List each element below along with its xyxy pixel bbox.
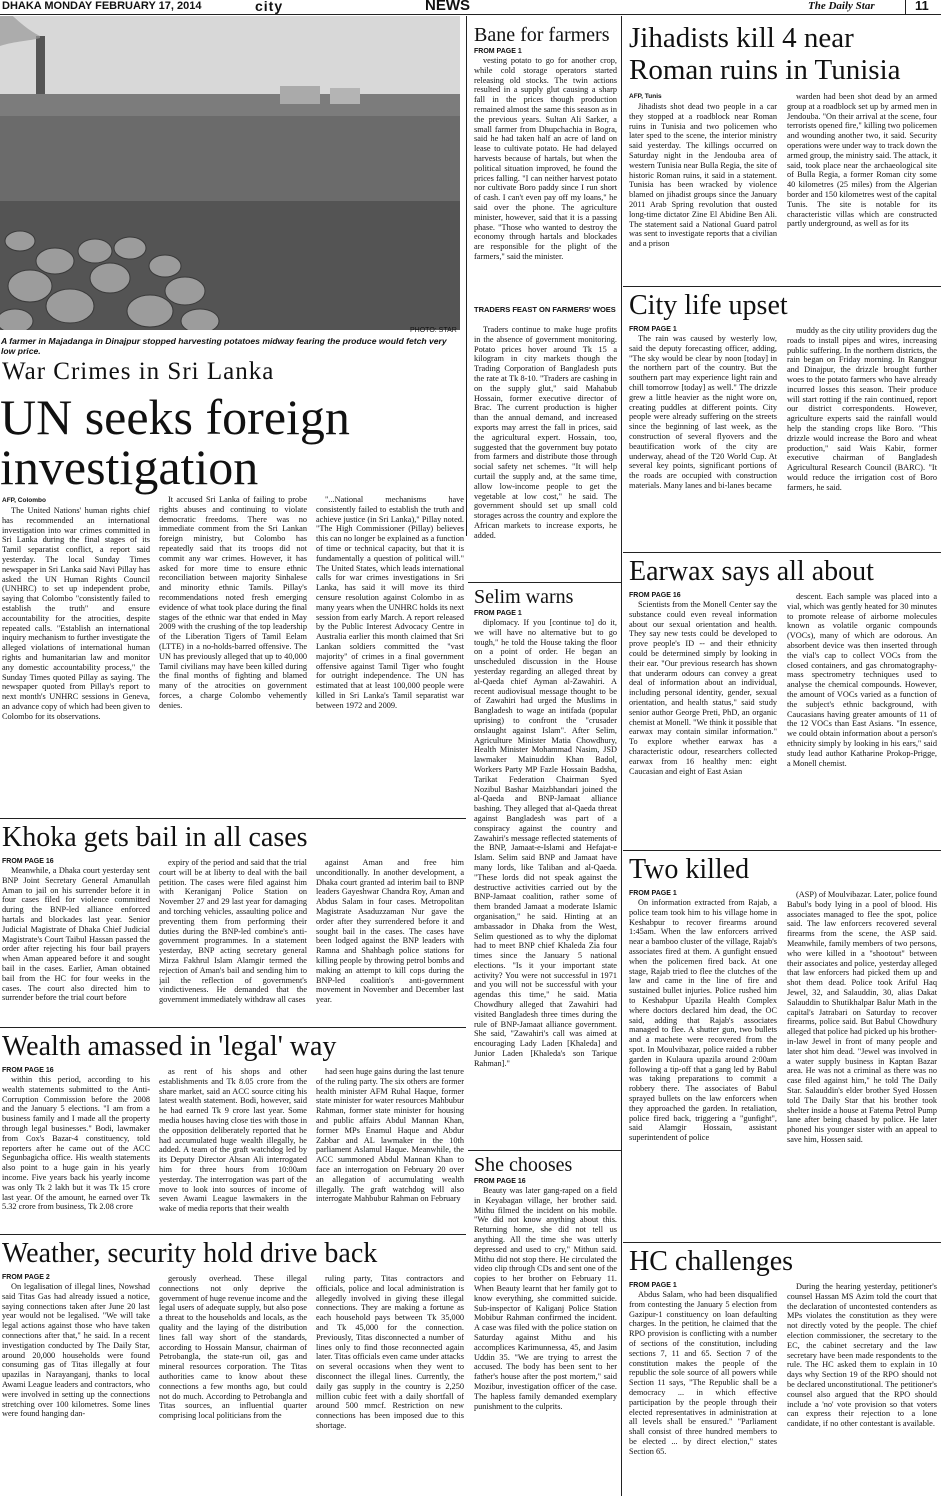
section-name: NEWS <box>425 0 470 14</box>
dateline-header: DHAKA MONDAY FEBRUARY 17, 2014 <box>2 0 202 12</box>
photo-caption: A farmer in Majadanga in Dinajpur stopped harvesting potatoes midway fearing the produce would fetch very low price. <box>1 336 447 356</box>
page-number: 11 <box>915 0 929 13</box>
bane-subhead: TRADERS FEAST ON FARMERS' WOES <box>474 305 616 314</box>
citylife-headline: City life upset <box>629 290 788 321</box>
un-kicker: War Crimes in Sri Lanka <box>2 358 275 385</box>
weather-column-3 <box>316 1274 464 1494</box>
selim-column <box>474 618 617 1148</box>
khoka-text-1: Meanwhile, a Dhaka court yesterday sent BNP Joint Secretary General Amanullah Aman to jail on his surrender before it in four cases filed for violence committed during the BNP-led alliance enforced hartals and blockades last year. Senior Judicial Magistrate of Dhaka Chief Judicial Magistrate's Court Taibul Hassan passed the order after rejecting his four bail prayers when Aman appeared before it and sought bail in the cases. Earlier, Aman obtained bail from the HC for four weeks in the cases. The court also directed him to surrender before the trial court before <box>2 866 150 1003</box>
jihadists-text-2: warden had been shot dead by an armed group at a roadblock set up by armed men in Jendouba. "On their arrival at the scene, four terrorists opened fire," killing two policemen and wounding another two, it said. Security operations were under way to track down the armed group, the ministry said. The attack, it said, took place near the archaeological site of Bulla Regia, a former Roman city some 40 kilometres (25 miles) from the Algerian border and 150 kilometres west of the capital Tunis. The site is notable for its characteristic villas which are constructed partly underground, as well as for its <box>787 92 937 229</box>
jihadists-headline-line2: Roman ruins in Tunisia <box>629 54 901 86</box>
earwax-column-2 <box>787 592 937 844</box>
khoka-column-1 <box>2 866 150 1016</box>
jihadists-text-1: Jihadists shot dead two people in a car they stopped at a roadblock near Roman ruins in Tunisia and two policemen who later sped to the scene, the interior ministry said yesterday. The killings occurred on Saturday night in the Jendouba area of western Tunisia near Bulla Regia, the site of historic Roman ruins, it said in a statement. Tunisia has been wracked by violence blamed on jihadist groups since the January 2011 Arab Spring revolution that ousted long-time dictator Zine El Abidine Ben Ali. The statement said a National Guard patrol was sent to investigate reports that a civilian and a prison <box>629 102 777 249</box>
un-text-1: The United Nations' human rights chief has recommended an international investigation into war crimes committed in Sri Lanka during the final stages of its Tamil separatist conflict, a report said yesterday. The local Sunday Times newspaper in Sri Lanka said Navi Pillay has asked the UN Human Rights Council (UNHRC) to set up independent probe, saying that Colombo "consistently failed to establish the truth" and ensure accountability for the atrocities, despite repeated calls. "Establish an international inquiry mechanism to further investigate the alleged violations of international human rights and humanitarian law and monitor any domestic accountability process," the Sunday Times quoted Pillay as saying. The newspaper quoted from Pillay's report to next month's UNHRC sessions in Geneva, an advance copy of which had been given to Colombo for its observations. <box>2 506 150 721</box>
hc-from: FROM PAGE 1 <box>629 1282 677 1289</box>
hc-text-1: Abdus Salam, who had been disqualified from contesting the January 5 election from Gazipur-1 constituency on loan defaulting charges. In the petition, he claimed that the RPO provision is conflicting with a number of sections of the constitution, including sections 7, 11 and 65. Section 7 of the constitution makes the people of the republic the sole source of all powers while Section 11 says, "The Republic shall be a democracy ... in which effective participation by the people through their elected representatives in administration at all levels shall be ensured." "Parliament shall consist of three hundred members to be elected ... by direct election," states Section 65. <box>629 1290 777 1456</box>
khoka-from: FROM PAGE 16 <box>2 858 54 865</box>
un-column-3 <box>316 495 464 805</box>
earwax-from: FROM PAGE 16 <box>629 592 681 599</box>
selim-text: diplomacy. If you [continue to] do it, we will have no alternative but to go tough," he told the House taking the floor on a point of order. He began an unscheduled discussion in the House yesterday regarding an alleged threat by al-Qaeda chief Ayman al-Zawahiri. A recent audiovisual message thought to be of Zawahiri had urged the Muslims in Bangladesh to wage an intifada (popular uprising) to confront the "crusader onslaught against Islam". After Selim, Agriculture Minister Matia Chowdhury, Health Minister Mohammad Nasim, JSD lawmaker Mainuddin Khan Badol, Workers Party MP Fazle Hossain Badsha, Tarikat Federation Chairman Syed Nozibul Bashar Maizbhandari joined the al-Qaeda and BNP-Jamaat alliance bashing. They alleged that al-Qaeda threat against Bangladesh was part of a conspiracy against the country and Zawahiri's message reflected statements of the BNP, Jamaat-e-Islami and Hefajat-e Islam. Selim said BNP and Jamaat have many lords, like Taliban and al-Qaeda. "These lords did not speak against the destructive activities carried out by the BNP-Jamaat coalition, rather some of them branded Jamaat a moderate Islamic organisation," he said. Hinting at an ambassador in Dhaka from the West, Selim questioned as to why the diplomat had to meet BNP chief Khaleda Zia four times since the January 5 national elections. "Is it your important state activity? You were not successful in 1971 and you will not be successful with your agendas this time," he said. Matia Chowdhury alleged that Zawahiri had visited Bangladesh three times during the rule of BNP-Jamaat alliance government. She said, "Zawahiri's call was aimed at encouraging Lady Laden [Khaleda] and Junior Laden [Khaleda's son Tarique Rahman]." <box>474 618 617 1068</box>
khoka-column-2 <box>159 858 307 1016</box>
twokilled-column-1 <box>629 898 777 1238</box>
wealth-headline: Wealth amassed in 'legal' way <box>2 1031 337 1062</box>
weather-column-1 <box>2 1282 150 1494</box>
wealth-column-2 <box>159 1067 307 1225</box>
earwax-text-1: Scientists from the Monell Center say the substance could even reveal information about our sexual orientation and health. They say new tests could be developed to prove people's ID -- and their ethnicity could be determined simply by looking in their ear. "Our previous research has shown that underarm odours can convey a great deal of information about an individual, including personal identity, gender, sexual orientation, and health status," said study senior author George Preti, PhD, an organic chemist at Monell. "We think it possible that earwax may contain similar information." To explore whether earwax has a characteristic odour, researchers collected earwax from 16 healthy men: eight Caucasian and eight of East Asian <box>629 600 777 776</box>
un-column-1 <box>2 506 150 806</box>
bane-column <box>474 56 617 306</box>
selim-from: FROM PAGE 1 <box>474 610 522 617</box>
she-column <box>474 1186 617 1494</box>
section-logo: city <box>255 0 284 14</box>
un-text-2: It accused Sri Lanka of failing to probe rights abuses and continuing to violate democratic freedoms. There was no immediate comment from the Sri Lankan foreign ministry, but Colombo has repeatedly said that its troops did not commit any war crimes. However, it has asked for more time to ensure ethnic reconciliation between majority Sinhalese and minority ethnic Tamils. Pillay's recommendations noted fresh emerging evidence of what took place during the final stages of the ethnic war that ended in May 2009 with the crushing of the top leadership of the Liberation Tigers of Tamil Eelam (LTTE) in a no-holds-barred offensive. The UN has previously alleged that up to 40,000 Tamil civilians may have been killed during the final months of fighting and blamed many of the atrocities on government forces, a charge Colombo vehemently denies. <box>159 495 307 710</box>
column-rule <box>466 16 467 536</box>
un-dateline: AFP, Colombo <box>2 497 46 504</box>
column-rule <box>621 16 622 1496</box>
potato-field-photo <box>0 16 460 330</box>
page-header <box>0 0 941 15</box>
article-divider <box>468 582 621 583</box>
citylife-column-1 <box>629 334 777 546</box>
article-divider <box>623 1242 941 1243</box>
citylife-text-1: The rain was caused by westerly low, said the deputy forecasting officer, adding, "The sky would be clear by noon [today] in the northern part of the country. But the southern part may experience light rain and chill tomorrow [today] as well." The drizzle grew a little heavier as the night wore on, creating puddles at different points. City people were already suffering on the streets since the beginning of last week, as the construction of several flyovers and the beautification work of the city are underway, ahead of the T20 World Cup. At several key points, significant portions of the roads are occupied with construction materials. Many lanes and bi-lanes became <box>629 334 777 490</box>
weather-text-1: On legalisation of illegal lines, Nowshad said Titas Gas had already issued a notice, saying connections taken after June 20 last year would not be legalised. "We will take legal actions against those who have taken connections after that," he said. In a recent investigation conducted by The Daily Star, around 20,000 households were found consuming gas of Titas illegally at four upazilas in Narayanganj, thanks to local Awami League leaders and contractors, who were involved in setting up the connections stretching over 100 kilometres. Some lines were found hanging dan- <box>2 1282 150 1419</box>
wealth-column-1 <box>2 1075 150 1225</box>
weather-text-3: ruling party, Titas contractors and officials, police and local administration is allegedly involved in giving these illegal connections. They are making a fortune as each household pays between Tk 35,000 and Tk 45,000 for the connection. Previously, Titas disconnected a number of lines only to find those reconnected again later. Titas officials even came under attacks on several occasions when they went to disconnect the illegal lines. Currently, the daily gas supply in the country is 2,250 million cubic feet with a daily shortfall of around 500 mmcf. Restriction on new connections has been imposed due to this shortage. <box>316 1274 464 1430</box>
hc-headline: HC challenges <box>629 1246 794 1277</box>
khoka-text-3: against Aman and free him unconditionally. In another development, a Dhaka court granted ad interim bail to BNP leaders Gayeshwar Chandra Roy, Aman and Abdus Salam in four cases. Metropolitan Magistrate Asaduzzaman Nur gave the order after they surrendered before it and sought bail in the cases. The cases have been lodged against the BNP leaders with Ramna and Shahbagh police stations for killing people by throwing petrol bombs and making an attempt to kill cops during the BNP-led coalition's anti-government movement in November and December last year. <box>316 858 464 1005</box>
jihadists-column-2 <box>787 92 937 280</box>
bane-headline: Bane for farmers <box>474 24 610 46</box>
she-text: Beauty was later gang-raped on a field in Keyabagan village, her brother said. Mithu filmed the incident on his mobile. "We did not know anything about this. Returning home, she did not tell us anything. All the time she was utterly depressed and used to cry," Mithun said. Mithu did not stop there. He circulated the video clip through CDs and sent one of the copies to her brother on February 11. When Beauty learnt that her family got to know everything, she committed suicide. Sub-inspector of Kaliganj Police Station Mobibur Rahman confirmed the incident. A case was filed with the police station on Saturday against Mithu and his accomplices Karimunnessa, 45, and Jasim Uddin 35. "We are trying to arrest the accused. The body has been sent to her father's house after the post mortem," said Mozibur, investigation officer of the case. The hapless family demanded exemplary punishment to the culprits. <box>474 1186 617 1411</box>
un-column-2 <box>159 495 307 805</box>
un-headline-line1: UN seeks foreign <box>0 389 350 445</box>
hc-column-2 <box>787 1282 937 1495</box>
article-divider <box>0 818 466 819</box>
jihadists-column-1 <box>629 102 777 280</box>
citylife-text-2: muddy as the city utility providers dug the roads to install pipes and wires, increasing public suffering. In the northern districts, the rain began on Friday morning. In Rangpur and Dinajpur, the drizzle brought further woes to the potato farmers who have already incurred losses this season. Their produce will start rotting if the rain continued, report our district correspondents. However, agriculture experts said the rainfall would help the standing crops like Boro. "This drizzle would increase the Boro and wheat production," said Wais Kabir, former executive chairman of Bangladesh Agricultural Research Council (BARC). "It would reduce the irrigation cost of Boro farmers, he said. <box>787 326 937 492</box>
wealth-text-1: within this period, according to his wealth statements submitted to the Anti-Corruption Commission before the 2008 and the January 5 elections. "I am from a business family and I made all the property through legal businesses." Bodi, lawmaker from Cox's Bazar-4 constituency, told reporters after he came out of the ACC Segunbagicha office. His wealth statements also point to a huge gain in his yearly income. Five years back his yearly income was only Tk 2 lakh but it was Tk 15 crore last year. Of the amount, he earned over Tk 5.32 crore from business, Tk 2.08 crore <box>2 1075 150 1212</box>
article-divider <box>623 552 941 553</box>
wealth-text-3: had seen huge gains during the last tenure of the ruling party. The six others are former health minister AFM Ruhal Haque, former state minister for water resources Mahbubur Rahman, former state minister for housing and public affairs Abdul Mannan Khan, former MPs Enamul Haque and Abdur Zabbar and AL lawmaker in the 10th parliament Aslamul Haque. Meanwhile, the ACC summoned Abdul Mannan Khan to face an interrogation on February 20 over an allegation of accumulating wealth illegally. The graft watchdog will also interrogate Mahbubur Rahman on February <box>316 1067 464 1204</box>
she-headline: She chooses <box>474 1154 573 1176</box>
header-divider <box>905 0 906 14</box>
jihadists-headline-line1: Jihadists kill 4 near <box>629 22 854 54</box>
bane-from: FROM PAGE 1 <box>474 48 522 55</box>
earwax-text-2: descent. Each sample was placed into a vial, which was gently heated for 30 minutes to promote release of airborne molecules known as volatile organic compounds (VOCs), many of which are odorous. An absorbent device was then inserted through the vial's cap to collect VOCs from the closed containers, and gas chromatography-mass spectrometry techniques used to analyse the chemical compounds. However, the amount of VOCs varied as a function of the subject's ethnic background, with Caucasians having greater amounts of 11 of the 12 VOCs than East Asians. "In essence, we could obtain information about a person's ethnicity simply by looking in his ears," said study lead author Katharine Prokop-Prigge, a Monell chemist. <box>787 592 937 768</box>
twokilled-text-1: On information extracted from Rajab, a police team took him to his village home in Keshabpur to recover firearms around 1:45am. When the law enforcers arrived near a bamboo cluster of the village, Rajab's associates fired at them. A gunfight ensued when the policemen fired back. At one stage, Rajab tried to flee the clutches of the law and came in the line of fire and sustained bullet injuries. Police rushed him to Keshabpur Upazila Health Complex where doctors declared him dead, the OC said, adding that Rajab's associates managed to flee. A shutter gun, two bullets and a machete were recovered from the spot. In Moulvibazar, police raided a rubber garden in Kulaura upazila around 2:00am following a tip-off that a gang led by Babul was taking preparations to commit a robbery there. The associates of Babul sprayed bullets on the law enforcers when they approached the garden. In retaliation, police fired back, triggering a "gunfight", said Alamgir Hossain, assistant superintendent of police <box>629 898 777 1143</box>
twokilled-headline: Two killed <box>629 854 750 885</box>
article-divider <box>623 850 941 851</box>
citylife-from: FROM PAGE 1 <box>629 326 677 333</box>
twokilled-text-2: (ASP) of Moulvibazar. Later, police found Babul's body lying in a pool of blood. His associates managed to flee the spot, police said. The law enforcers recovered several firearms from the scene, the ASP said. Meanwhile, family members of two persons, who were killed in a "shootout" between their associates and police, yesterday alleged that law enforcers had picked them up and shot them dead. Police took Ariful Haq Jewel, 32, and Salauddin, 30, alias Dakat Salauddin to Shutikhalpar Balur Math in the capital's Jatrabari on Saturday to recover firearms, police said. But Babul Chowdhury alleged that police had picked up his brother-in-law Jewel in front of many people and later shot him dead. "Jewel was involved in a water supply business in Kaptan Bazar area. He was not a criminal as there was no case filed against him," he told The Daily Star. Salauddin's elder brother Syed Hossen told The Daily Star that his brother took shelter inside a house at Fatema Petrol Pump lane after being chased by police. He later phoned his younger sister with an appeal to save him, Hossen said. <box>787 890 937 1144</box>
un-text-3: "...National mechanisms have consistently failed to establish the truth and achieve justice (in Sri Lanka)," Pillay noted. "The High Commissioner (Pillay) believes this can no longer be explained as a function of time or technical capacity, but that it is fundamentally a question of political will." The United States, which leads international calls for war crimes investigations in Sri Lanka, has said it will move its third censure resolution against Colombo in as many years when the UNHRC holds its next session from early March. A report released by the Public Interest Advocacy Centre in Australia earlier this month claimed that Sri Lankan soldiers committed the "vast majority" of crimes in a final government offensive against Tamil Tiger who fought for outright independence. The UN has estimated that at least 100,000 people were killed in Sri Lanka's Tamil separatist war between 1972 and 2009. <box>316 495 464 710</box>
twokilled-from: FROM PAGE 1 <box>629 890 677 897</box>
photo-illustration <box>0 16 460 330</box>
weather-from: FROM PAGE 2 <box>2 1274 50 1281</box>
khoka-text-2: expiry of the period and said that the trial court will be at liberty to deal with the bail petition. The cases were filed against him with Keraniganj Police Station on November 27 and 29 last year for damaging and torching vehicles, assaulting police and preventing them from performing their duties during the BNP-led combine's anti-government programmes. In a statement yesterday, BNP acting secretary general Mirza Fakhrul Islam Alamgir termed the rejection of Aman's bail and sending him to jail the reflection of government's vindictiveness. He demanded that the government immediately withdraw all cases <box>159 858 307 1005</box>
wealth-column-3 <box>316 1067 464 1225</box>
weather-text-2: gerously overhead. These illegal connections not only deprive the government of huge revenue income and the legal users of adequate supply, but also pose a threat to the households and locals, as the quality and the laying of the distribution lines fall way short of the standards, according to Hossain Mansur, chairman of Petrobangla, the state-run oil, gas and mineral resources corporation. The Titas authorities came to know about these connections a few months ago, but could not do much. According to Petrobangla and Titas sources, an influential quarter comprising local politicians from the <box>159 1274 307 1421</box>
earwax-column-1 <box>629 600 777 844</box>
jihadists-dateline: AFP, Tunis <box>629 93 662 100</box>
bane-column-2 <box>474 325 617 580</box>
article-divider <box>0 1234 466 1235</box>
khoka-headline: Khoka gets bail in all cases <box>2 822 308 853</box>
bane-text: vesting potato to go for another crop, while cold storage operators started releasing old stocks. The twin actions resulted in a supply glut causing a sharp fall in the prices though production remained almost the same this season as in the previous years. Sultan Ali Sarker, a small farmer from Dhupchachia in Bogra, said he had taken half an acre of land on lease to cultivate potato. He had delayed harvests because of hartals, but when the political situation improved, he found the prices falling. "I can neither harvest potato nor cultivate Boro paddy since I run short of cash. I can't even pay off my loans," he said over the phone. The agriculture minister, however, said that it is a passing phase. "Those who wanted to destroy the economy through hartals and blockades are responsible for the plight of the farmers," said the minister. <box>474 56 617 261</box>
weather-column-2 <box>159 1274 307 1494</box>
hc-column-1 <box>629 1290 777 1495</box>
khoka-column-3 <box>316 858 464 1016</box>
article-divider <box>468 1150 621 1151</box>
citylife-column-2 <box>787 326 937 546</box>
article-divider <box>623 286 941 287</box>
twokilled-column-2 <box>787 890 937 1238</box>
un-headline-line2: investigation <box>0 439 259 495</box>
article-divider <box>0 1027 466 1028</box>
wealth-text-2: as rent of his shops and other establishments and Tk 8.05 crore from the share market, said an ACC source citing his latest wealth statement. Bodi, however, said he had earned Tk 9 crore last year. Some media houses having close ties with those in the opposition deliberately reported that he had accumulated huge wealth illegally, he added. A team of the graft watchdog led by its Deputy Director Ahsan Ali interrogated him for three hours from 10:00am yesterday. The interrogation was part of the move to look into sources of income of seven Awami League lawmakers in the wake of media reports that their wealth <box>159 1067 307 1214</box>
wealth-from: FROM PAGE 16 <box>2 1067 54 1074</box>
weather-headline: Weather, security hold drive back <box>2 1238 378 1269</box>
newspaper-brand: The Daily Star <box>808 0 875 12</box>
hc-text-2: During the hearing yesterday, petitioner's counsel Hassan MS Azim told the court that the declaration of uncontested contenders as MPs violates the constitution as they were not directly voted by the people. The chief election commissioner, the secretary to the EC, the cabinet secretary and the law secretary have been made respondents to the rule. The HC asked them to explain in 10 days why Section 19 of the RPO should not be declared unconstitutional. The petitioner's counsel also argued that the RPO should include a 'no' vote provision so that voters can express their rejection to a lone candidate, if no other contestant is available. <box>787 1282 937 1429</box>
earwax-headline: Earwax says all about <box>629 556 874 587</box>
photo-credit: PHOTO: STAR <box>410 327 457 334</box>
selim-headline: Selim warns <box>474 586 574 608</box>
bane-text-2: Traders continue to make huge profits in the absence of government monitoring. Potato prices hover around Tk 15 a kilogram in city markets though the Trading Corporation of Bangladesh puts the rate at Tk 8-10. "Traders are cashing in on the supply glut," said Mahabub Hossain, former executive director of Brac. The current production is higher than the annual demand, and increased exports may arrest the fall in prices, said the agricultural expert. Hossain, too, suggested that the government buy potato from farmers and distribute those through social safety net schemes. "It will help curtail the supply and, at the same time, allow low-income people to get the vegetable at low cost," he said. The government should set up small cold storages across the country and explore the African markets to increase exports, he added. <box>474 325 617 540</box>
she-from: FROM PAGE 16 <box>474 1178 526 1185</box>
